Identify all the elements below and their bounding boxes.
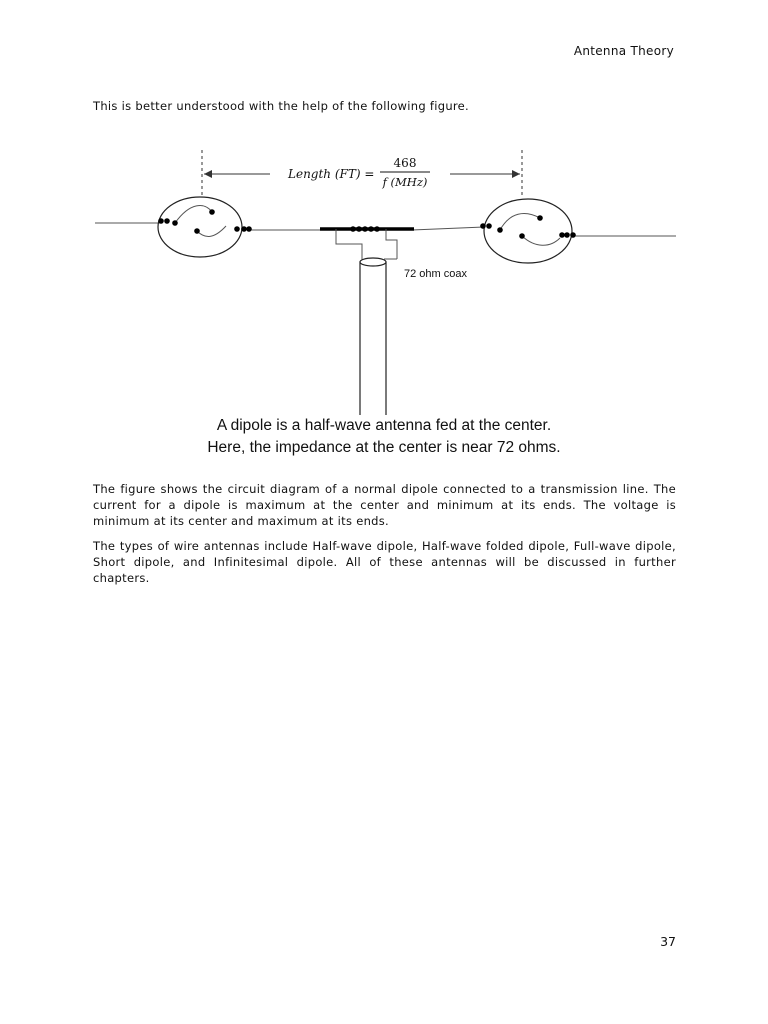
figure-caption <box>0 415 768 459</box>
formula-denominator: f (MHz) <box>382 175 428 189</box>
paragraph-1: The figure shows the circuit diagram of a normal dipole connected to a transmission line. The current for a dipole is maximum at the center and minimum at its ends. The voltage is minimum at its center and maximum at its ends. <box>93 482 676 528</box>
wire-right-mid <box>412 227 484 230</box>
formula-lhs: Length (FT) = <box>288 167 375 181</box>
caption-line-2: Here, the impedance at the center is near 72 ohms. <box>207 439 561 456</box>
coax-label: 72 ohm coax <box>404 268 467 280</box>
formula-numerator: 468 <box>393 156 417 170</box>
length-arrowhead-right <box>512 170 520 178</box>
insulator-left <box>158 197 242 257</box>
coax-cable <box>360 262 386 415</box>
paragraph-2: The types of wire antennas include Half-wave dipole, Half-wave folded dipole, Full-wave dipole, Short dipole, and Infinitesimal dipole. All of these antennas will be discussed in further chapters. <box>93 539 676 585</box>
coax-top <box>360 258 386 266</box>
intro-sentence: This is better understood with the help of the following figure. <box>93 99 470 113</box>
insulator-right <box>484 199 572 263</box>
length-arrowhead-left <box>204 170 212 178</box>
running-header: Antenna Theory <box>573 44 674 58</box>
caption-line-1: A dipole is a half-wave antenna fed at the center. <box>216 417 552 434</box>
dipole-figure <box>0 140 768 415</box>
page-number: 37 <box>660 934 676 949</box>
